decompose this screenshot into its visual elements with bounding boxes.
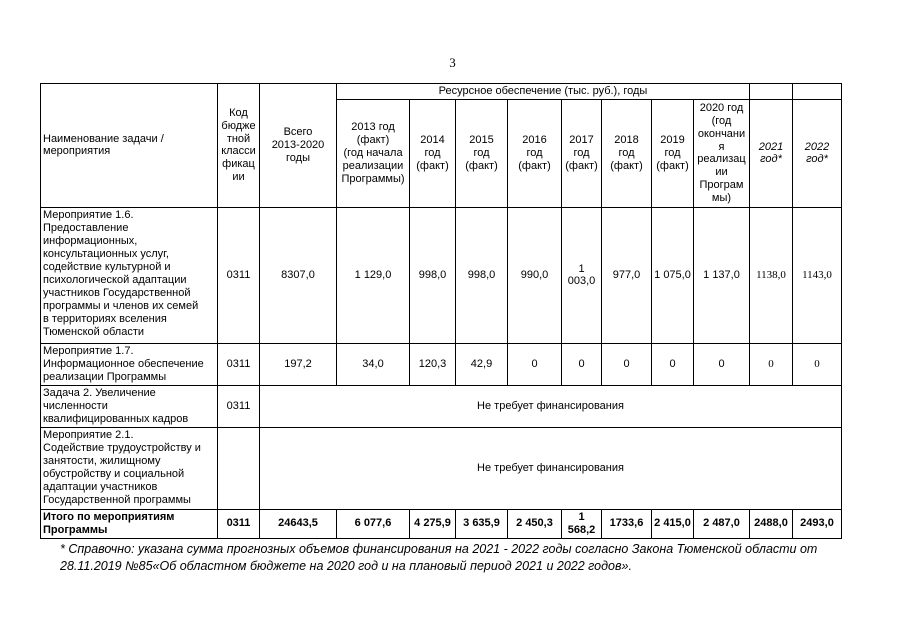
cell-2013: 1 129,0 bbox=[337, 207, 410, 343]
cell-2016: 0 bbox=[508, 343, 562, 385]
total-2014: 4 275,9 bbox=[410, 509, 456, 538]
header-2019: 2019 год (факт) bbox=[652, 99, 694, 207]
total-name: Итого по мероприятиям Программы bbox=[41, 509, 218, 538]
header-task: Наименование задачи / мероприятия bbox=[41, 84, 218, 208]
row-name: Мероприятие 1.6. Предоставление информационных, консультационных услуг, содействие культурной и психологической адаптации участников Государственной программы и членов их семей в территориях вселения Тюменской области bbox=[41, 207, 218, 343]
table-row bbox=[41, 207, 842, 343]
table-row bbox=[41, 343, 842, 385]
cell-2020: 0 bbox=[694, 343, 750, 385]
cell-2014: 120,3 bbox=[410, 343, 456, 385]
no-funding-note: Не требует финансирования bbox=[260, 385, 842, 427]
cell-2022: 0 bbox=[793, 343, 842, 385]
header-code: Код бюдже тной класси фикац ии bbox=[218, 84, 260, 208]
header-2017: 2017 год (факт) bbox=[562, 99, 602, 207]
row-name: Задача 2. Увеличение численности квалифицированных кадров bbox=[41, 385, 218, 427]
resource-table bbox=[40, 83, 842, 539]
total-2020: 2 487,0 bbox=[694, 509, 750, 538]
header-2015: 2015 год (факт) bbox=[456, 99, 508, 207]
row-name: Мероприятие 2.1. Содействие трудоустройству и занятости, жилищному обустройству и социальной адаптации участников Государственной программы bbox=[41, 427, 218, 509]
total-2013: 6 077,6 bbox=[337, 509, 410, 538]
total-2019: 2 415,0 bbox=[652, 509, 694, 538]
table-row bbox=[41, 385, 842, 427]
cell-2022: 1143,0 bbox=[793, 207, 842, 343]
cell-2019: 0 bbox=[652, 343, 694, 385]
total-sum: 24643,5 bbox=[260, 509, 337, 538]
cell-2018: 977,0 bbox=[602, 207, 652, 343]
header-empty-2022 bbox=[793, 84, 842, 100]
total-2017: 1 568,2 bbox=[562, 509, 602, 538]
header-total: Всего 2013-2020 годы bbox=[260, 84, 337, 208]
footnote: * Справочно: указана сумма прогнозных объемов финансирования на 2021 - 2022 годы согласно Закона Тюменской области от 28.11.2019 №85«Об областном бюджете на 2020 год и на плановый период 2021 и 2022 годов». bbox=[60, 542, 818, 573]
cell-2019: 1 075,0 bbox=[652, 207, 694, 343]
cell-2021: 1138,0 bbox=[750, 207, 793, 343]
cell-2015: 998,0 bbox=[456, 207, 508, 343]
page-number: 3 bbox=[449, 55, 456, 70]
cell-2016: 990,0 bbox=[508, 207, 562, 343]
total-2016: 2 450,3 bbox=[508, 509, 562, 538]
header-2021: 2021 год* bbox=[750, 99, 793, 207]
total-2021: 2488,0 bbox=[750, 509, 793, 538]
header-2014: 2014 год (факт) bbox=[410, 99, 456, 207]
total-code: 0311 bbox=[218, 509, 260, 538]
cell-2013: 34,0 bbox=[337, 343, 410, 385]
cell-2014: 998,0 bbox=[410, 207, 456, 343]
header-empty-2021 bbox=[750, 84, 793, 100]
row-code bbox=[218, 427, 260, 509]
cell-2020: 1 137,0 bbox=[694, 207, 750, 343]
row-code: 0311 bbox=[218, 207, 260, 343]
total-2015: 3 635,9 bbox=[456, 509, 508, 538]
header-2020: 2020 год (год окончани я реализац ии Програм мы) bbox=[694, 99, 750, 207]
cell-2017: 0 bbox=[562, 343, 602, 385]
cell-2018: 0 bbox=[602, 343, 652, 385]
header-2018: 2018 год (факт) bbox=[602, 99, 652, 207]
row-total: 8307,0 bbox=[260, 207, 337, 343]
no-funding-note: Не требует финансирования bbox=[260, 427, 842, 509]
header-2013: 2013 год (факт) (год начала реализации Программы) bbox=[337, 99, 410, 207]
table-row bbox=[41, 427, 842, 509]
cell-2017: 1 003,0 bbox=[562, 207, 602, 343]
total-2018: 1733,6 bbox=[602, 509, 652, 538]
total-2022: 2493,0 bbox=[793, 509, 842, 538]
total-row bbox=[41, 509, 842, 538]
row-code: 0311 bbox=[218, 343, 260, 385]
header-resource: Ресурсное обеспечение (тыс. руб.), годы bbox=[337, 84, 750, 100]
cell-2021: 0 bbox=[750, 343, 793, 385]
row-code: 0311 bbox=[218, 385, 260, 427]
header-2022: 2022 год* bbox=[793, 99, 842, 207]
row-total: 197,2 bbox=[260, 343, 337, 385]
header-2016: 2016 год (факт) bbox=[508, 99, 562, 207]
cell-2015: 42,9 bbox=[456, 343, 508, 385]
row-name: Мероприятие 1.7. Информационное обеспечение реализации Программы bbox=[41, 343, 218, 385]
